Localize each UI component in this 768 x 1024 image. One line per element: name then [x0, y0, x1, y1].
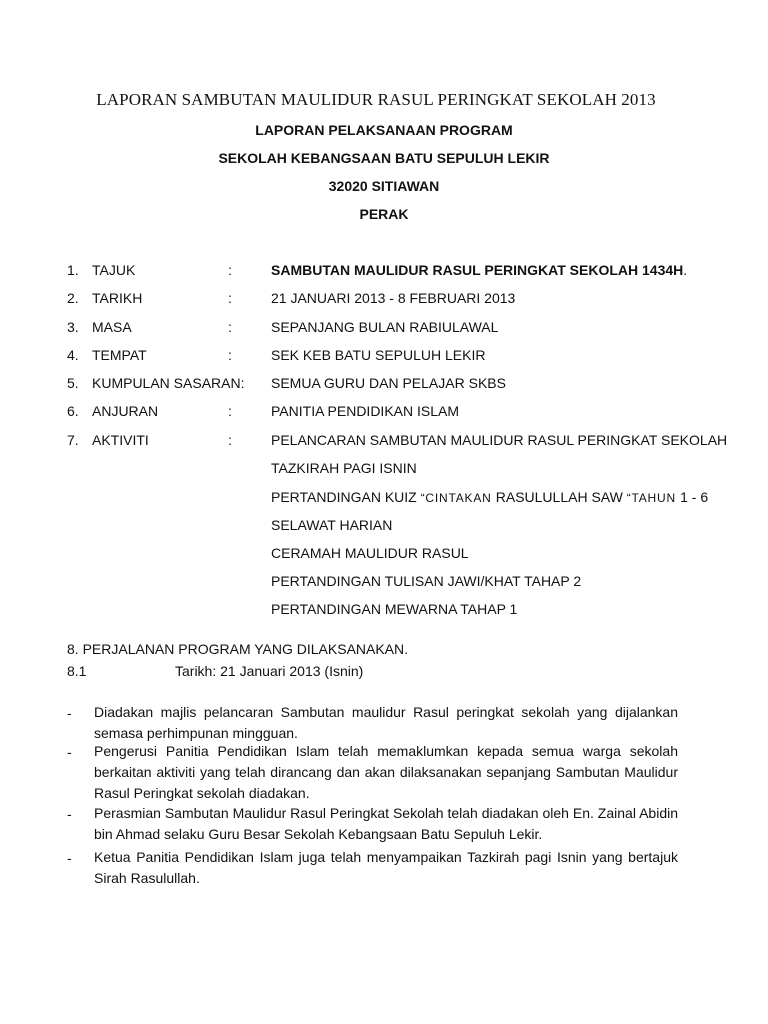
paragraph: Diadakan majlis pelancaran Sambutan maulidur Rasul peringkat sekolah yang dijalankan semasa perhimpunan mingguan.	[94, 704, 678, 741]
item-number: 2.	[67, 290, 79, 306]
bullet-marker: -	[67, 705, 72, 721]
report-subtitle: LAPORAN PELAKSANAAN PROGRAM	[255, 122, 513, 138]
item-label: MASA	[92, 319, 132, 335]
postcode-town: 32020 SITIAWAN	[328, 178, 440, 194]
item-value: SEK KEB BATU SEPULUH LEKIR	[271, 347, 486, 363]
item-colon: :	[228, 262, 232, 278]
item-colon: :	[228, 403, 232, 419]
item-number: 5.	[67, 375, 79, 391]
paragraph: Perasmian Sambutan Maulidur Rasul Peringkat Sekolah telah diadakan oleh En. Zainal Abidin bin Ahmad selaku Guru Besar Sekolah Kebangsaan Batu Sepuluh Lekir.	[94, 805, 678, 842]
item-number: 6.	[67, 403, 79, 419]
school-name: SEKOLAH KEBANGSAAN BATU SEPULUH LEKIR	[218, 150, 550, 166]
subsection-date: Tarikh: 21 Januari 2013 (Isnin)	[175, 663, 364, 679]
item-number: 4.	[67, 347, 79, 363]
bullet-marker: -	[67, 744, 72, 760]
item-number: 1.	[67, 262, 79, 278]
document-page: LAPORAN SAMBUTAN MAULIDUR RASUL PERINGKAT SEKOLAH 2013 LAPORAN PELAKSANAAN PROGRAM SEKOLAH KEBANGSAAN BATU SEPULUH LEKIR 32020 SITIAWAN PERAK 1. TAJUK : SAMBUTAN MAULIDUR RASUL PERINGKAT SEKOLAH 1434H. 2. TARIKH : 21 JANUARI 2013 - 8 FEBRUARI 2013 3. MASA : SEPANJANG BULAN RABIULAWAL 4. TEMPAT : SEK KEB BATU SEPULUH LEKIR 5. KUMPULAN SASARAN: SEMUA GURU DAN PELAJAR SKBS 6. ANJURAN : PANITIA PENDIDIKAN ISLAM 7. AKTIVITI : PELANCARAN SAMBUTAN MAULIDUR RASUL PERINGKAT SEKOLAH TAZKIRAH PAGI ISNIN PERTANDINGAN KUIZ “CINTAKAN RASULULLAH SAW “TAHUN 1 - 6 SELAWAT HARIAN CERAMAH MAULIDUR RASUL PERTANDINGAN TULISAN JAWI/KHAT TAHAP 2 PERTANDINGAN MEWARNA TAHAP 1 8. PERJALANAN PROGRAM YANG DILAKSANAKAN. 8.1 Tarikh: 21 Januari 2013 (Isnin) - Diadakan majlis pelancaran Sambutan maulidur Rasul peringkat sekolah yang dijalankan semasa perhimpunan mingguan. - Pengerusi Panitia Pendidikan Islam telah memaklumkan kepada semua warga sekolah berkaitan aktiviti yang telah dirancang dan akan dilaksanakan sepanjang Sambutan Maulidur Rasul Peringkat sekolah diadakan. - Perasmian Sambutan Maulidur Rasul Peringkat Sekolah telah diadakan oleh En. Zainal Abidin bin Ahmad selaku Guru Besar Sekolah Kebangsaan Batu Sepuluh Lekir. - Ketua Panitia Pendidikan Islam juga telah menyampaikan Tazkirah pagi Isnin yang bertajuk Sirah Rasulullah.	[0, 0, 768, 1024]
bullet-marker: -	[67, 806, 72, 822]
item-value: SEPANJANG BULAN RABIULAWAL	[271, 319, 499, 335]
paragraph: Ketua Panitia Pendidikan Islam juga telah menyampaikan Tazkirah pagi Isnin yang bertajuk Sirah Rasulullah.	[94, 849, 678, 886]
item-value: PANITIA PENDIDIKAN ISLAM	[271, 403, 460, 419]
item-colon: :	[228, 290, 232, 306]
item-colon: :	[228, 319, 232, 335]
item-colon: :	[228, 347, 232, 363]
item-label: KUMPULAN SASARAN:	[92, 375, 245, 391]
item-value: SEMUA GURU DAN PELAJAR SKBS	[271, 375, 506, 391]
item-label: AKTIVITI	[92, 432, 149, 448]
item-label: TAJUK	[92, 262, 136, 278]
subsection-number: 8.1	[67, 663, 87, 679]
item-label: TARIKH	[92, 290, 143, 306]
item-value: PELANCARAN SAMBUTAN MAULIDUR RASUL PERINGKAT SEKOLAH	[271, 432, 728, 448]
bullet-marker: -	[67, 850, 72, 866]
section-heading: 8. PERJALANAN PROGRAM YANG DILAKSANAKAN.	[67, 641, 409, 657]
item-label: TEMPAT	[92, 347, 147, 363]
item-value: SAMBUTAN MAULIDUR RASUL PERINGKAT SEKOLAH 1434H.	[271, 262, 688, 278]
paragraph: Pengerusi Panitia Pendidikan Islam telah memaklumkan kepada semua warga sekolah berkaitan aktiviti yang telah dirancang dan akan dilaksanakan sepanjang Sambutan Maulidur Rasul Peringkat sekolah diadakan.	[94, 743, 678, 801]
item-label: ANJURAN	[92, 403, 159, 419]
item-number: 7.	[67, 432, 79, 448]
item-value: 21 JANUARI 2013 - 8 FEBRUARI 2013	[271, 290, 516, 306]
document-title: LAPORAN SAMBUTAN MAULIDUR RASUL PERINGKAT SEKOLAH 2013	[96, 90, 656, 109]
state-name: PERAK	[359, 206, 409, 222]
item-colon: :	[228, 432, 232, 448]
item-number: 3.	[67, 319, 79, 335]
